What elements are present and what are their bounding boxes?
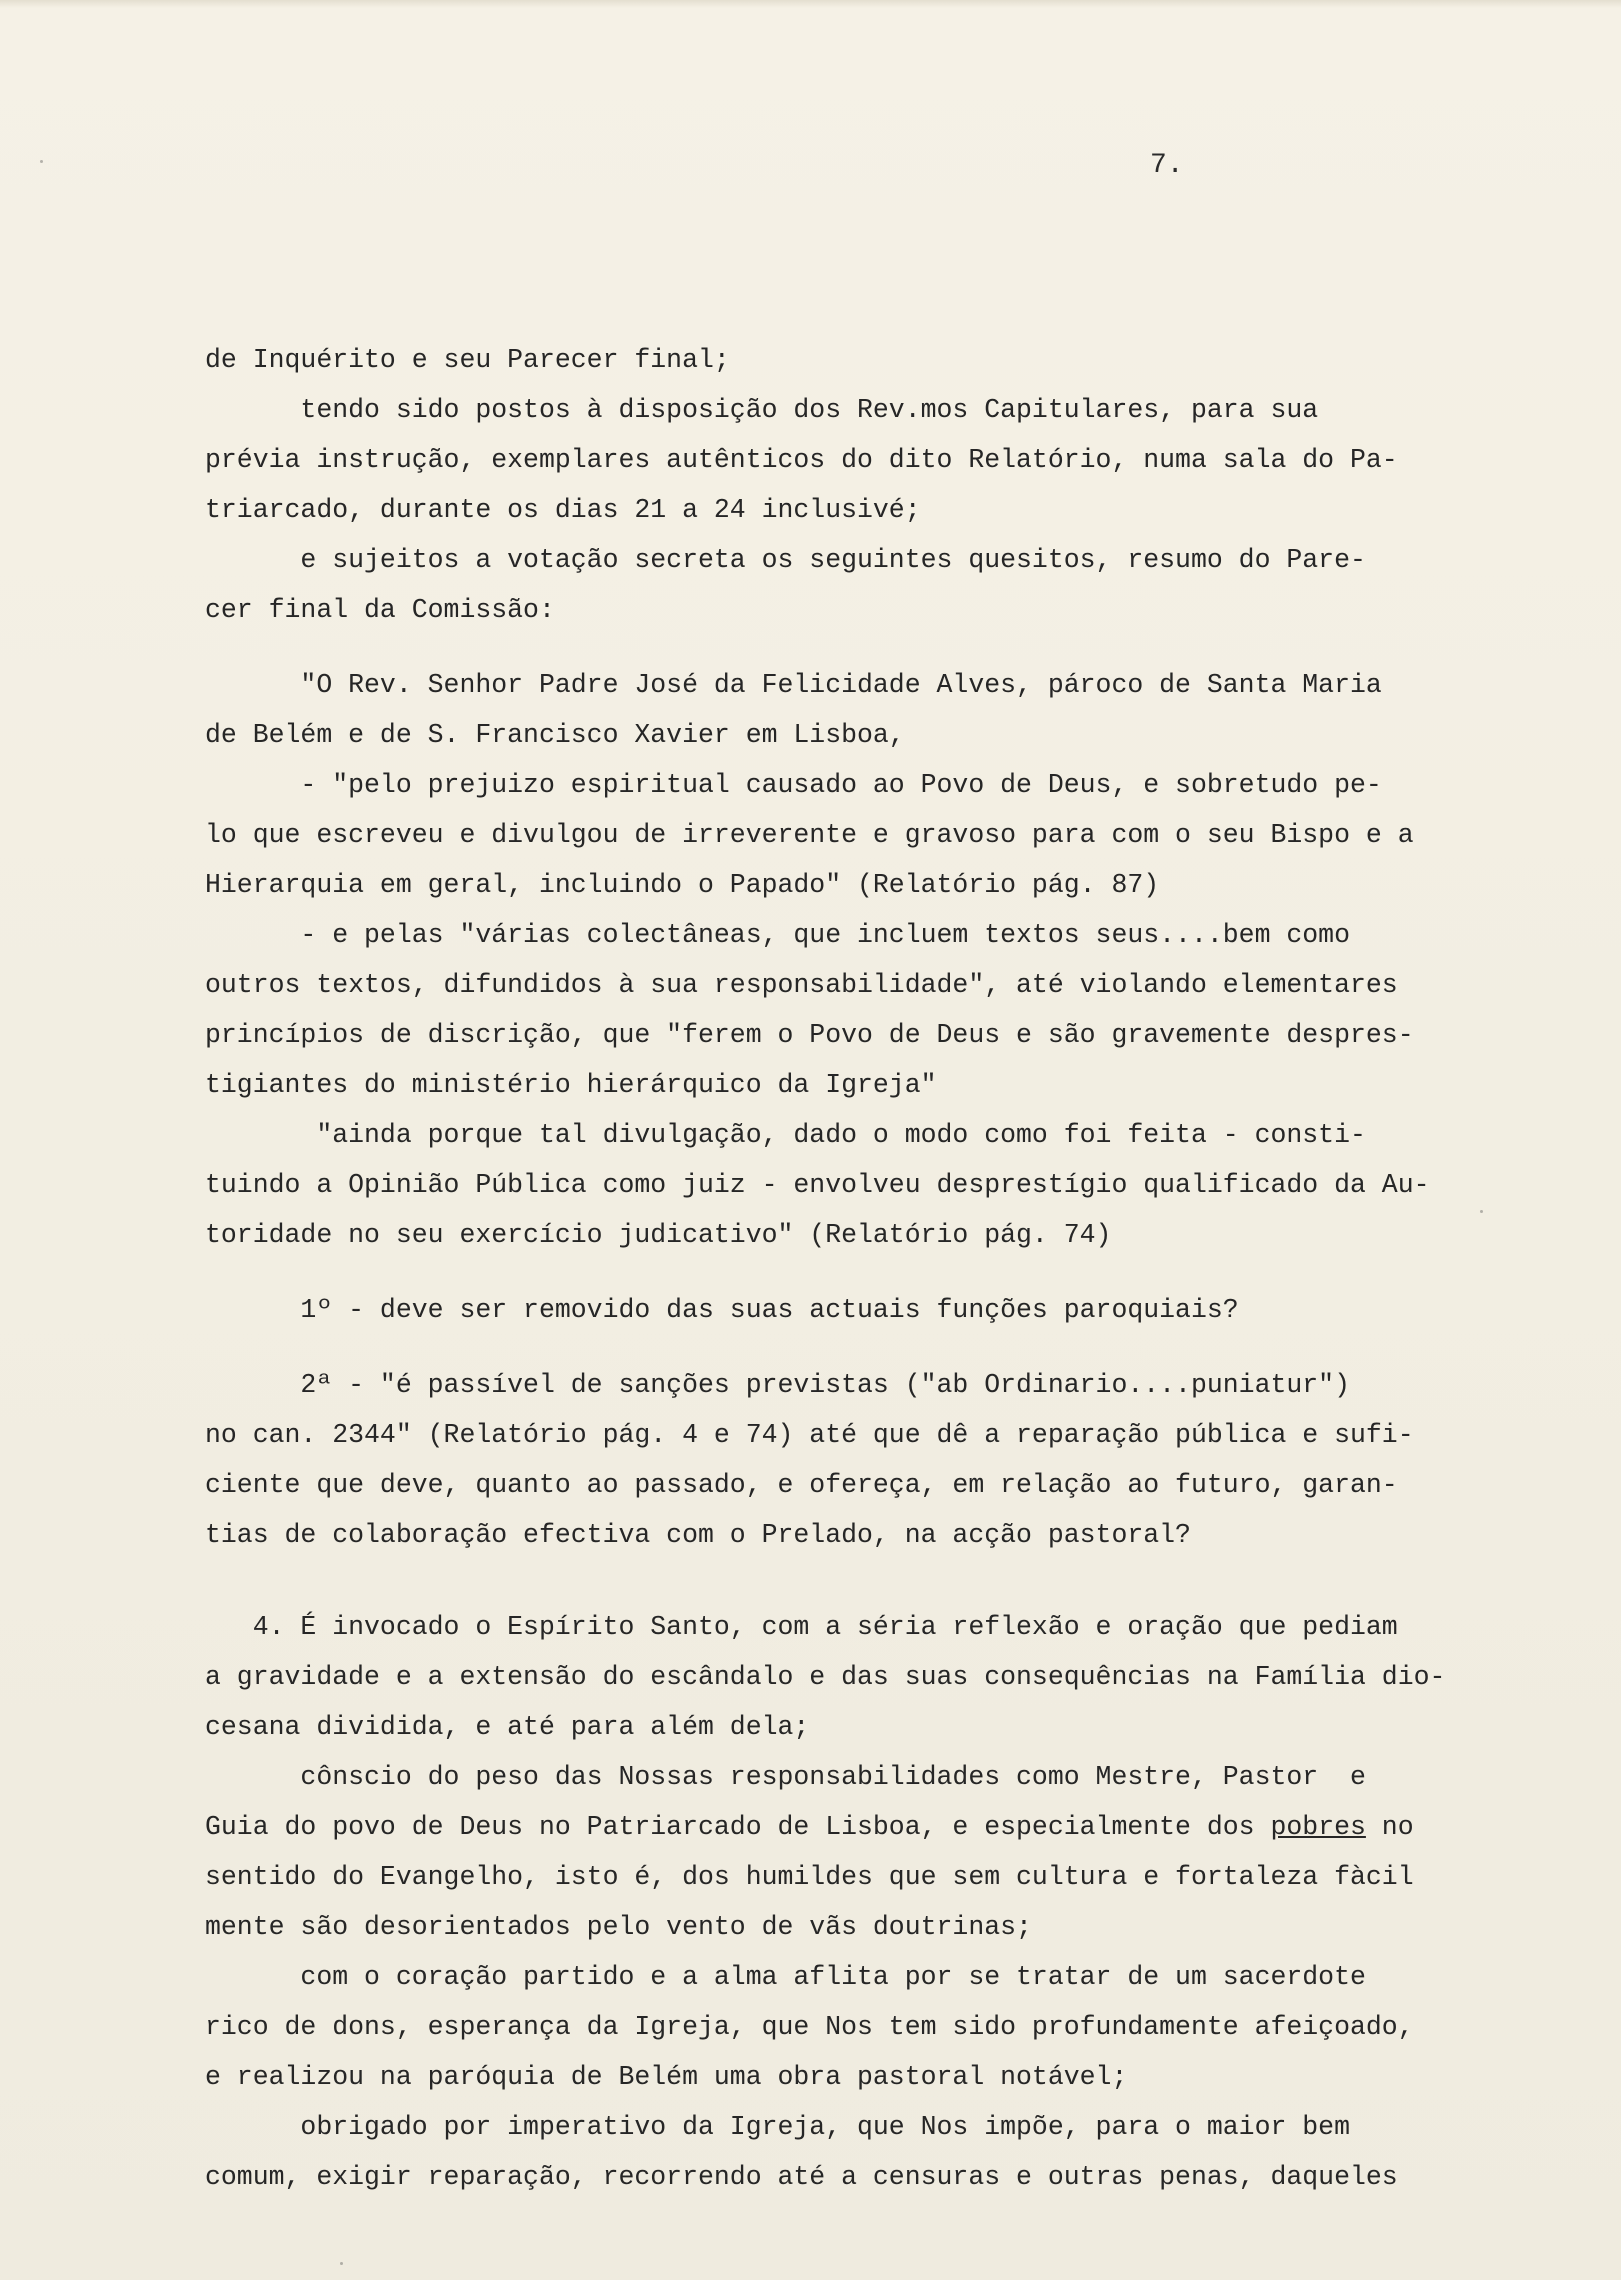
- section-4-line: cesana dividida, e até para além dela;: [205, 1712, 810, 1742]
- text-segment: no: [1365, 1812, 1414, 1842]
- section-4-line: rico de dons, esperança da Igreja, que Nos tem sido profundamente afeiçoado,: [205, 2012, 1414, 2042]
- quote-line: princípios de discrição, que "ferem o Povo de Deus e são gravemente despres-: [205, 1020, 1414, 1050]
- section-4-line: [205, 1802, 1505, 1852]
- section-4-line: com o coração partido e a alma aflita por se tratar de um sacerdote: [205, 1962, 1366, 1992]
- text-line: cer final da Comissão:: [205, 595, 555, 625]
- text-segment: Guia do povo de Deus no Patriarcado de Lisboa, e especialmente dos: [205, 1812, 1271, 1842]
- question-2-line: 2ª - "é passível de sanções previstas ("ab Ordinario....puniatur"): [205, 1370, 1350, 1400]
- typed-text-body: [205, 335, 1505, 2202]
- page-number: 7.: [1150, 150, 1184, 181]
- question-2-line: tias de colaboração efectiva com o Prelado, na acção pastoral?: [205, 1520, 1191, 1550]
- paper-speck: [40, 160, 43, 163]
- quote-line: lo que escreveu e divulgou de irreverente e gravoso para com o seu Bispo e a: [205, 820, 1414, 850]
- section-4-line: comum, exigir reparação, recorrendo até a censuras e outras penas, daqueles: [205, 2162, 1398, 2192]
- quote-line: tigiantes do ministério hierárquico da Igreja": [205, 1070, 937, 1100]
- text-line: prévia instrução, exemplares autênticos do dito Relatório, numa sala do Pa-: [205, 445, 1398, 475]
- section-4-line: obrigado por imperativo da Igreja, que Nos impõe, para o maior bem: [205, 2112, 1350, 2142]
- text-line: tendo sido postos à disposição dos Rev.mos Capitulares, para sua: [205, 395, 1319, 425]
- quote-line: "ainda porque tal divulgação, dado o modo como foi feita - consti-: [205, 1120, 1366, 1150]
- question-2-line: ciente que deve, quanto ao passado, e ofereça, em relação ao futuro, garan-: [205, 1470, 1398, 1500]
- text-line: triarcado, durante os dias 21 a 24 inclusivé;: [205, 495, 921, 525]
- question-1: 1º - deve ser removido das suas actuais funções paroquiais?: [205, 1295, 1239, 1325]
- question-2-line: no can. 2344" (Relatório pág. 4 e 74) até que dê a reparação pública e sufi-: [205, 1420, 1414, 1450]
- quote-line: outros textos, difundidos à sua responsabilidade", até violando elementares: [205, 970, 1398, 1000]
- section-4-line: e realizou na paróquia de Belém uma obra pastoral notável;: [205, 2062, 1128, 2092]
- quote-line: Hierarquia em geral, incluindo o Papado" (Relatório pág. 87): [205, 870, 1160, 900]
- section-4-line: 4. É invocado o Espírito Santo, com a séria reflexão e oração que pediam: [205, 1612, 1398, 1642]
- quote-line: toridade no seu exercício judicativo" (Relatório pág. 74): [205, 1220, 1112, 1250]
- section-4-line: a gravidade e a extensão do escândalo e das suas consequências na Família dio-: [205, 1662, 1446, 1692]
- paper-speck: [340, 2262, 343, 2265]
- underlined-word: pobres: [1270, 1812, 1366, 1842]
- section-4-line: sentido do Evangelho, isto é, dos humildes que sem cultura e fortaleza fàcil: [205, 1862, 1414, 1892]
- section-4-line: cônscio do peso das Nossas responsabilidades como Mestre, Pastor e: [205, 1762, 1366, 1792]
- paper-fold-shadow: [0, 0, 1621, 8]
- text-line: e sujeitos a votação secreta os seguintes quesitos, resumo do Pare-: [205, 545, 1366, 575]
- text-line: de Inquérito e seu Parecer final;: [205, 345, 730, 375]
- quote-line: - e pelas "várias colectâneas, que incluem textos seus....bem como: [205, 920, 1350, 950]
- quote-line: "O Rev. Senhor Padre José da Felicidade Alves, pároco de Santa Maria: [205, 670, 1382, 700]
- quote-line: tuindo a Opinião Pública como juiz - envolveu desprestígio qualificado da Au-: [205, 1170, 1430, 1200]
- quote-line: de Belém e de S. Francisco Xavier em Lisboa,: [205, 720, 905, 750]
- quote-line: - "pelo prejuizo espiritual causado ao Povo de Deus, e sobretudo pe-: [205, 770, 1382, 800]
- section-4-line: mente são desorientados pelo vento de vãs doutrinas;: [205, 1912, 1032, 1942]
